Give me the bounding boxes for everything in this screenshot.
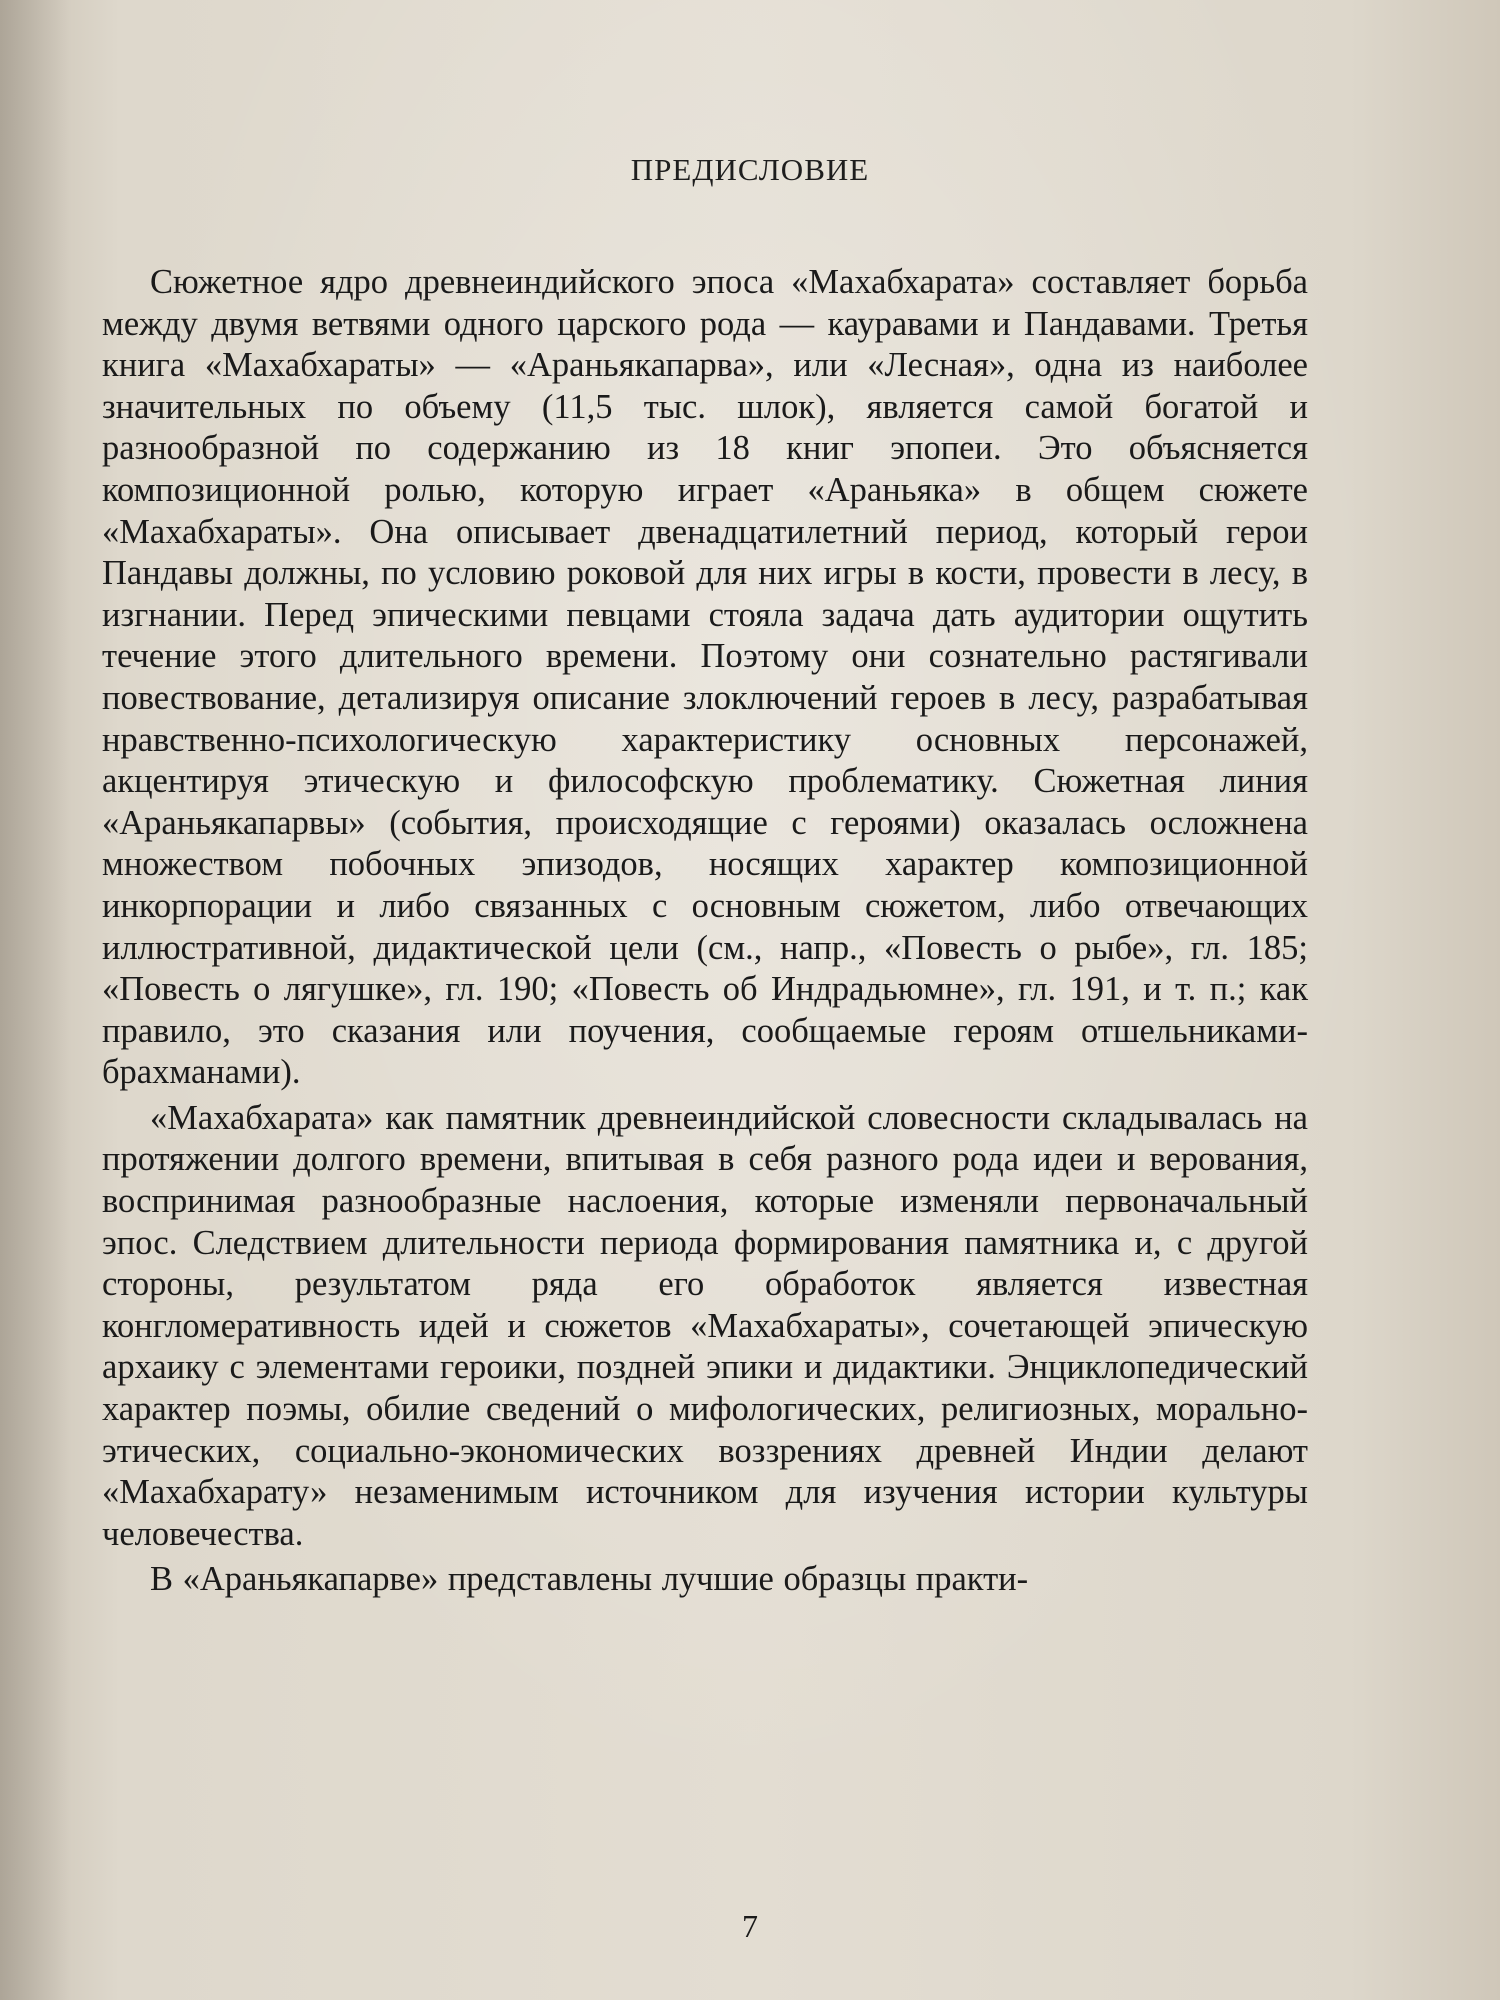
paragraph-1: Сюжетное ядро древнеиндийского эпоса «Махабхарата» составляет борьба между двумя ветвями одного царского рода — кауравами и Пандавами. Третья книга «Махабхараты» — «Араньякапарва», или «Лесная», одна из наиболее значительных по объему (11,5 тыс. шлок), является самой богатой и разнообразной по содержанию из 18 книг эпопеи. Это объясняется композиционной ролью, которую играет «Араньяка» в общем сюжете «Махабхараты». Она описывает двенадцатилетний период, который герои Пандавы должны, по условию роковой для них игры в кости, провести в лесу, в изгнании. Перед эпическими певцами стояла задача дать аудитории ощутить течение этого длительного времени. Поэтому они сознательно растягивали повествование, детализируя описание злоключений героев в лесу, разрабатывая нравственно-психологическую характеристику основных персонажей, акцентируя этическую и философскую проблематику. Сюжетная линия «Араньякапарвы» (события, происходящие с героями) оказалась осложнена множеством побочных эпизодов, носящих характер композиционной инкорпорации и либо связанных с основным сюжетом, либо отвечающих иллюстративной, дидактической цели (см., напр., «Повесть о рыбе», гл. 185; «Повесть о лягушке», гл. 190; «Повесть об Индрадьюмне», гл. 191, и т. п.; как правило, это сказания или поучения, сообщаемые героям отшельниками-брахманами). xyxy=(102,263,1308,1092)
page-shadow xyxy=(0,0,70,2000)
page-title: ПРЕДИСЛОВИЕ xyxy=(630,152,870,187)
paragraph-3: В «Араньякапарве» представлены лучшие образцы практи- xyxy=(150,1560,1029,1599)
paragraph-2: «Махабхарата» как памятник древнеиндийской словесности складывалась на протяжении долгого времени, впитывая в себя разного рода идеи и верования, воспринимая разнообразные наслоения, которые изменяли первоначальный эпос. Следствием длительности периода формирования памятника и, с другой стороны, результатом ряда его обработок является известная конгломеративность идей и сюжетов «Махабхараты», сочетающей эпическую архаику с элементами героики, поздней эпики и дидактики. Энциклопедический характер поэмы, обилие сведений о мифологических, религиозных, морально-этических, социально-экономических воззрениях древней Индии делают «Махабхарату» незаменимым источником для изучения истории культуры человечества. xyxy=(102,1098,1308,1553)
text-body xyxy=(102,262,1308,1605)
page-number: 7 xyxy=(742,1908,758,1944)
